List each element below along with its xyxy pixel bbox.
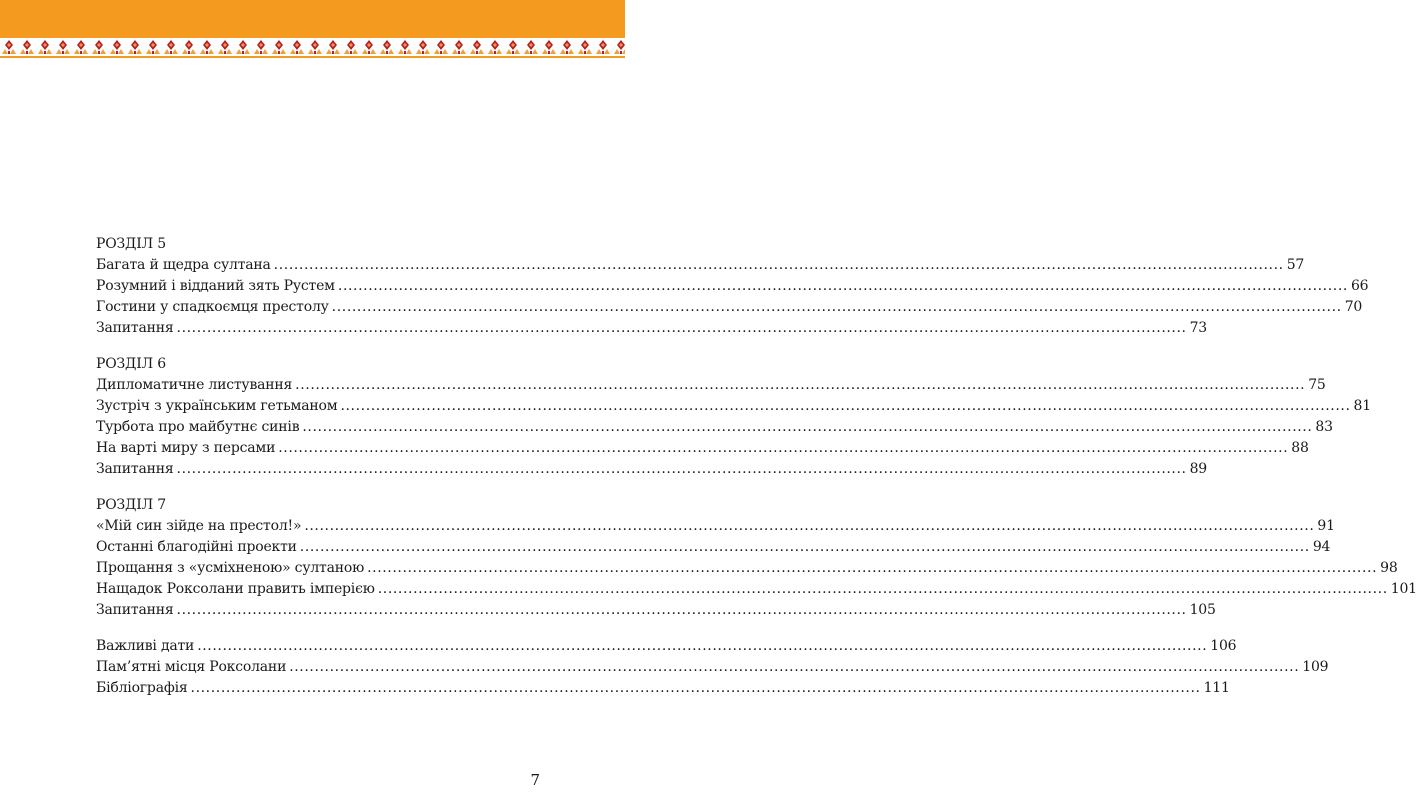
toc-entry-title: Запитання <box>96 320 174 336</box>
toc-entry-title: «Мій син зійде на престол!» <box>96 518 302 534</box>
toc-entry <box>96 516 1335 537</box>
toc-entry-page: 73 <box>1189 320 1207 336</box>
toc-entry <box>96 276 1369 297</box>
toc-entry-title: Запитання <box>96 602 174 618</box>
toc-entry <box>96 678 1230 699</box>
toc-entry <box>96 579 1417 600</box>
dot-leader: ........................................................................................................................................................................................................ <box>299 539 1310 555</box>
toc-entry <box>96 318 1207 339</box>
toc-entry <box>96 657 1329 678</box>
dot-leader: ........................................................................................................................................................................................................ <box>273 257 1284 273</box>
dot-leader: ........................................................................................................................................................................................................ <box>367 560 1378 576</box>
toc-entry <box>96 438 1309 459</box>
toc-entry <box>96 417 1333 438</box>
toc-entry-title: Останні благодійні проекти <box>96 539 297 555</box>
toc-entry-title: Запитання <box>96 461 174 477</box>
toc-entry-page: 70 <box>1344 299 1363 315</box>
toc-entry <box>96 537 1331 558</box>
toc-entry-page: 101 <box>1390 581 1417 597</box>
dot-leader: ........................................................................................................................................................................................................ <box>295 377 1306 393</box>
toc-entry-title: Багата й щедра султана <box>96 257 271 273</box>
toc-entry-page: 111 <box>1203 680 1230 696</box>
toc-entry-title: Важливі дати <box>96 638 195 654</box>
toc-entry-title: На варті миру з персами <box>96 440 276 456</box>
section-title: РОЗДІЛ 6 <box>96 356 166 372</box>
dot-leader: ........................................................................................................................................................................................................ <box>176 461 1187 477</box>
toc-section <box>96 234 1369 339</box>
toc-entry-page: 66 <box>1350 278 1369 294</box>
toc-section <box>96 495 1417 621</box>
toc-entry-page: 75 <box>1308 377 1326 393</box>
toc-section <box>96 354 1371 480</box>
toc-entry <box>96 459 1207 480</box>
toc-entry <box>96 396 1371 417</box>
dot-leader: ........................................................................................................................................................................................................ <box>337 278 1348 294</box>
toc-entry-title: Зустріч з українським гетьманом <box>96 398 338 414</box>
header-band <box>0 0 625 38</box>
toc-entry-title: Нащадок Роксолани править імперією <box>96 581 375 597</box>
toc-entry <box>96 297 1363 318</box>
toc-entry-page: 89 <box>1189 461 1207 477</box>
toc-entry <box>96 600 1216 621</box>
dot-leader: ........................................................................................................................................................................................................ <box>278 440 1289 456</box>
section-title: РОЗДІЛ 5 <box>96 236 166 252</box>
toc-entry <box>96 558 1398 579</box>
toc-entry-page: 81 <box>1353 398 1371 414</box>
dot-leader: ........................................................................................................................................................................................................ <box>331 299 1342 315</box>
toc-entry-page: 88 <box>1291 440 1309 456</box>
back-matter <box>96 636 1329 699</box>
table-of-contents <box>96 234 1417 699</box>
toc-entry-page: 83 <box>1315 419 1333 435</box>
dot-leader: ........................................................................................................................................................................................................ <box>302 419 1313 435</box>
ornament-border <box>0 38 625 58</box>
dot-leader: ........................................................................................................................................................................................................ <box>190 680 1201 696</box>
toc-entry-page: 98 <box>1380 560 1398 576</box>
page-number: 7 <box>530 771 540 789</box>
dot-leader: ........................................................................................................................................................................................................ <box>176 320 1187 336</box>
section-title: РОЗДІЛ 7 <box>96 497 166 513</box>
dot-leader: ........................................................................................................................................................................................................ <box>340 398 1351 414</box>
toc-entry <box>96 375 1326 396</box>
dot-leader: ........................................................................................................................................................................................................ <box>289 659 1300 675</box>
toc-entry-title: Прощання з «усміхненою» султаною <box>96 560 365 576</box>
toc-entry-title: Гостини у спадкоємця престолу <box>96 299 329 315</box>
toc-entry-title: Бібліографія <box>96 680 188 696</box>
toc-entry-title: Турбота про майбутнє синів <box>96 419 300 435</box>
toc-entry <box>96 255 1305 276</box>
toc-entry-page: 57 <box>1286 257 1305 273</box>
dot-leader: ........................................................................................................................................................................................................ <box>176 602 1187 618</box>
toc-entry-page: 94 <box>1312 539 1331 555</box>
toc-entry-title: Розумний і відданий зять Рустем <box>96 278 335 294</box>
dot-leader: ........................................................................................................................................................................................................ <box>197 638 1208 654</box>
dot-leader: ........................................................................................................................................................................................................ <box>377 581 1388 597</box>
toc-entry-title: Дипломатичне листування <box>96 377 293 393</box>
toc-entry-page: 109 <box>1302 659 1329 675</box>
toc-entry-page: 105 <box>1189 602 1216 618</box>
toc-entry <box>96 636 1237 657</box>
toc-entry-page: 106 <box>1210 638 1237 654</box>
toc-entry-page: 91 <box>1317 518 1335 534</box>
toc-entry-title: Пам’ятні місця Роксолани <box>96 659 287 675</box>
dot-leader: ........................................................................................................................................................................................................ <box>304 518 1315 534</box>
